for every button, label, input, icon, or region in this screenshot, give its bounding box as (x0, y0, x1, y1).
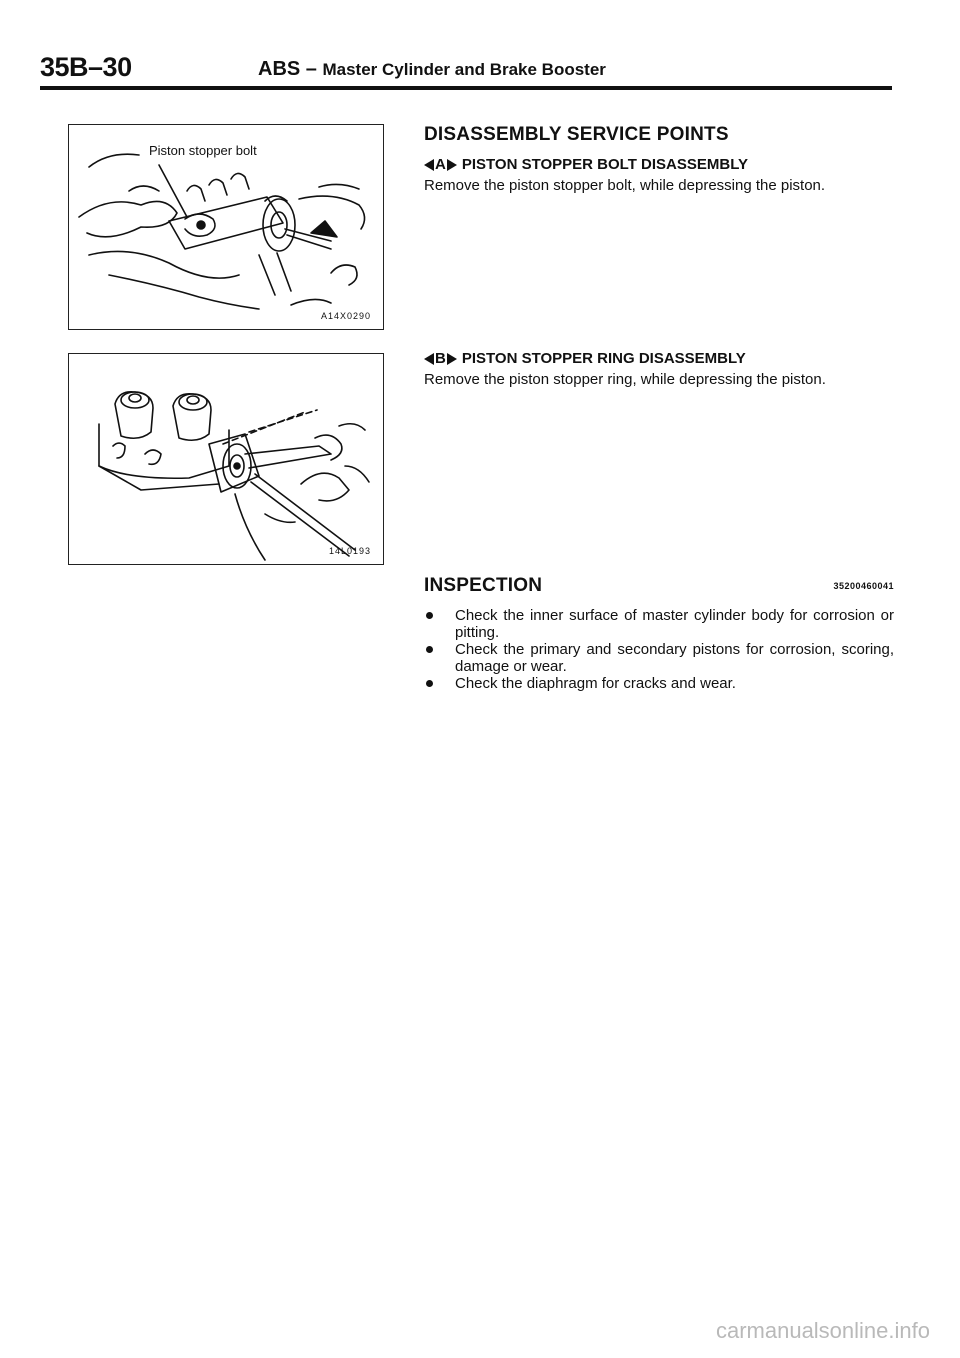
triangle-right-icon (447, 159, 457, 171)
figure-code: A14X0290 (320, 311, 371, 321)
inspection-section (424, 575, 894, 692)
service-point-tag (424, 156, 457, 173)
list-item-text: Check the diaphragm for cracks and wear. (455, 675, 736, 692)
tag-letter: A (435, 156, 446, 173)
subheading-b (424, 350, 894, 367)
instruction-text: Remove the piston stopper bolt, while depressing the piston. (424, 177, 826, 194)
triangle-left-icon (424, 353, 434, 365)
list-item-text: Check the primary and secondary pistons for corrosion, scoring, damage or wear. (455, 641, 894, 675)
section-name: ABS (258, 58, 301, 80)
watermark: carmanualsonline.info (715, 1318, 930, 1343)
figure-piston-stopper-bolt (68, 124, 384, 330)
page-number: 35B–30 (40, 52, 132, 82)
subheading-text: PISTON STOPPER RING DISASSEMBLY (461, 350, 746, 367)
figure-piston-stopper-ring (68, 353, 384, 565)
section-subtitle: Master Cylinder and Brake Booster (322, 60, 606, 79)
section-title (258, 58, 606, 81)
section-heading: INSPECTION (424, 575, 543, 596)
bullet-icon (426, 612, 433, 619)
section-heading: DISASSEMBLY SERVICE POINTS (424, 124, 729, 145)
figure-code: 14L0193 (328, 546, 371, 556)
list-item-text: Check the inner surface of master cylinder body for corrosion or pitting. (455, 607, 894, 641)
list-item (424, 675, 894, 692)
list-item (424, 641, 894, 675)
subheading-a (424, 156, 894, 173)
subheading-text: PISTON STOPPER BOLT DISASSEMBLY (461, 156, 749, 173)
document-code: 35200460041 (833, 581, 894, 591)
bullet-icon (426, 680, 433, 687)
list-item (424, 607, 894, 641)
header-rule (40, 86, 892, 90)
disassembly-section (424, 124, 894, 195)
inspection-list (424, 607, 894, 692)
section-separator: – (305, 58, 317, 80)
triangle-left-icon (424, 159, 434, 171)
service-point-tag (424, 350, 457, 367)
page-header (40, 52, 892, 92)
triangle-right-icon (447, 353, 457, 365)
figure-callout-label: Piston stopper bolt (149, 143, 257, 158)
disassembly-section-b (424, 350, 894, 389)
instruction-text: Remove the piston stopper ring, while depressing the piston. (424, 371, 826, 388)
stopper-ring-illustration (69, 354, 383, 564)
bullet-icon (426, 646, 433, 653)
tag-letter: B (435, 350, 446, 367)
